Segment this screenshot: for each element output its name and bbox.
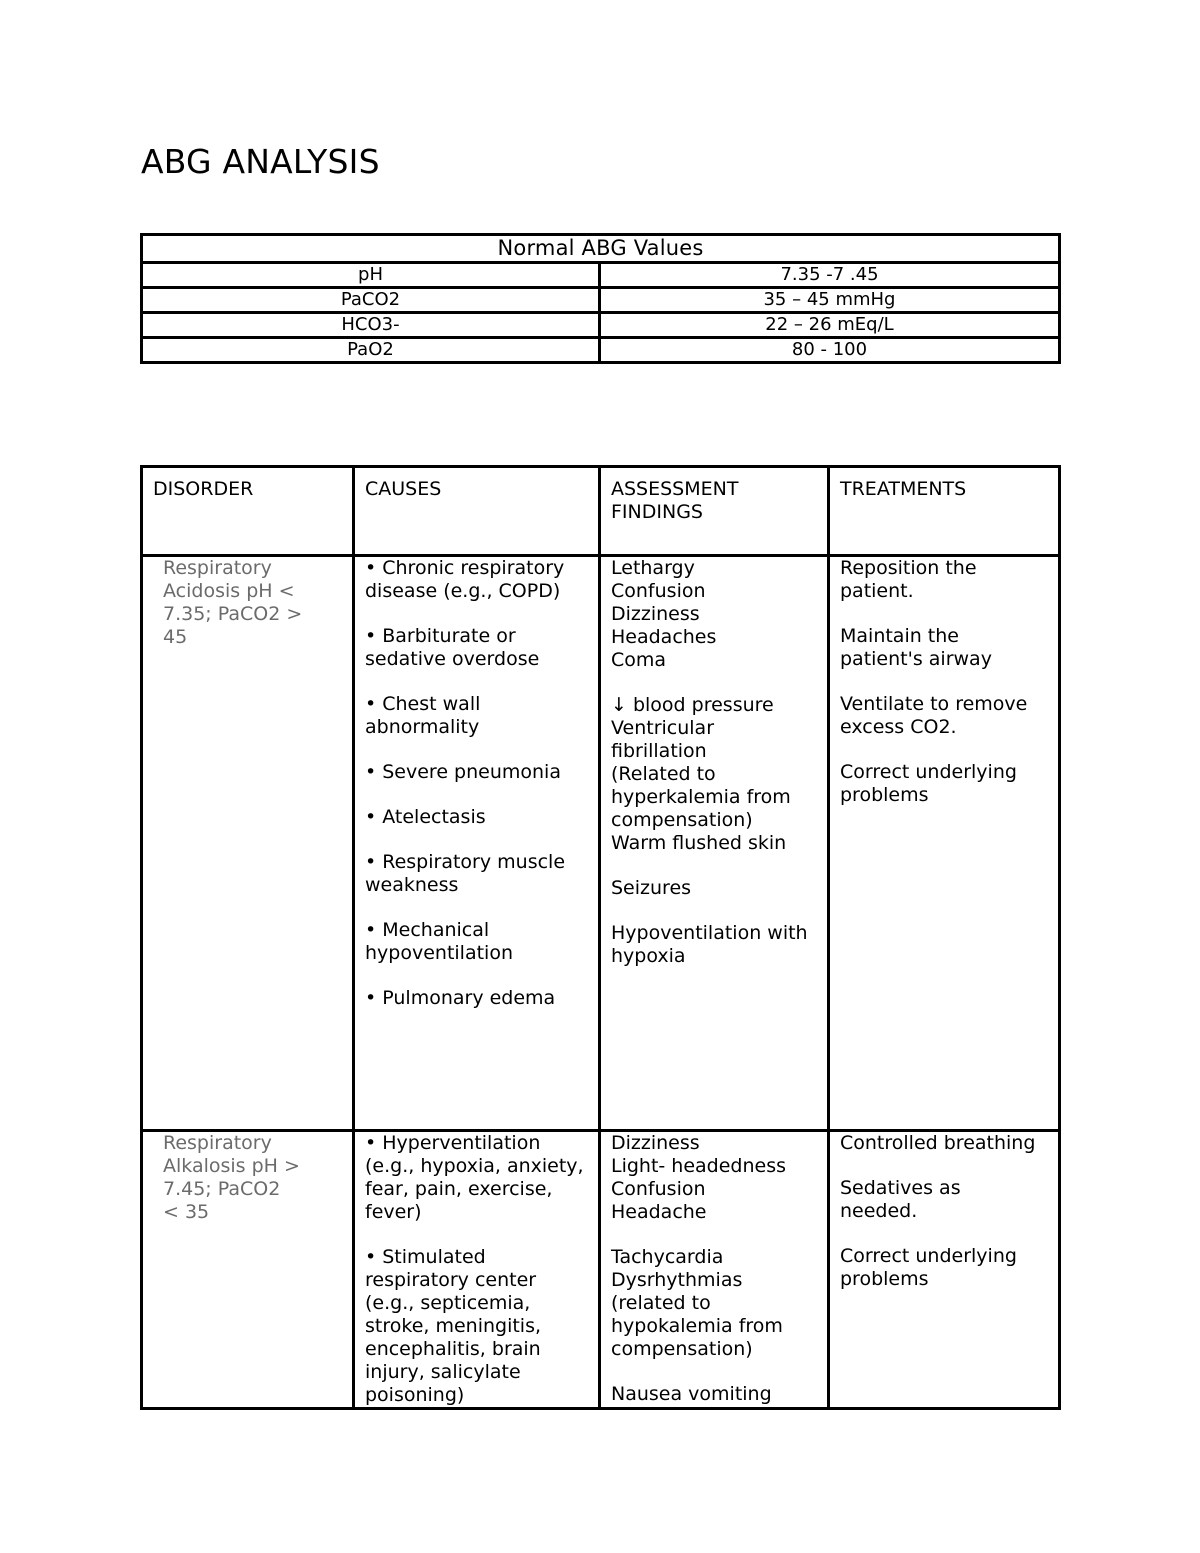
param-cell: pH (142, 263, 600, 288)
column-header: TREATMENTS (829, 467, 1060, 556)
treatment-item: Controlled breathing (840, 1132, 1036, 1154)
column-header: CAUSES (354, 467, 600, 556)
disorder-cell (142, 1131, 354, 1409)
treatment-item: Maintain the patient's airway (840, 625, 992, 670)
finding-item: Tachycardia Dysrhythmias (related to hypokalemia from compensation) (611, 1246, 783, 1360)
finding-item: Hypoventilation with hypoxia (611, 922, 808, 967)
disorders-table (140, 465, 1061, 1410)
treatment-item: Reposition the patient. (840, 557, 977, 602)
table-row (142, 556, 1060, 1131)
treatment-item: Correct underlying problems (840, 1245, 1017, 1290)
param-cell: HCO3- (142, 313, 600, 338)
treatments-cell (829, 1131, 1060, 1409)
param-cell: PaO2 (142, 338, 600, 363)
value-cell: 80 - 100 (600, 338, 1060, 363)
cause-item: • Mechanical hypoventilation (365, 919, 513, 964)
finding-item: Lethargy Confusion Dizziness Headaches Coma (611, 557, 717, 671)
table-row (142, 288, 1060, 313)
cause-item: • Hyperventilation (e.g., hypoxia, anxiety, fear, pain, exercise, fever) (365, 1132, 584, 1223)
treatment-item: Correct underlying problems (840, 761, 1017, 806)
cause-item: • Stimulated respiratory center (e.g., septicemia, stroke, meningitis, encephalitis, brain injury, salicylate poisoning) (365, 1246, 542, 1406)
table-row (142, 263, 1060, 288)
cause-item: • Atelectasis (365, 806, 486, 828)
table-header-row (142, 467, 1060, 556)
findings-cell (600, 556, 829, 1131)
disorder-name: Respiratory Alkalosis pH > 7.45; PaCO2 < 35 (163, 1132, 300, 1223)
findings-cell (600, 1131, 829, 1409)
disorder-cell (142, 556, 354, 1131)
value-cell: 22 – 26 mEq/L (600, 313, 1060, 338)
treatments-cell (829, 556, 1060, 1131)
finding-item: ↓ blood pressure Ventricular fibrillation (Related to hyperkalemia from compensation) Warm flushed skin (611, 694, 791, 854)
cause-item: • Barbiturate or sedative overdose (365, 625, 540, 670)
treatment-item: Ventilate to remove excess CO2. (840, 693, 1028, 738)
value-cell: 7.35 -7 .45 (600, 263, 1060, 288)
treatment-item: Sedatives as needed. (840, 1177, 961, 1222)
cause-item: • Chest wall abnormality (365, 693, 481, 738)
cause-item: • Severe pneumonia (365, 761, 561, 783)
cause-item: • Chronic respiratory disease (e.g., COPD) (365, 557, 565, 602)
finding-item: Nausea vomiting (611, 1383, 772, 1405)
column-header: DISORDER (142, 467, 354, 556)
disorder-name: Respiratory Acidosis pH < 7.35; PaCO2 > 45 (163, 557, 303, 648)
cause-item: • Respiratory muscle weakness (365, 851, 566, 896)
value-cell: 35 – 45 mmHg (600, 288, 1060, 313)
causes-cell (354, 1131, 600, 1409)
column-header: ASSESSMENT FINDINGS (600, 467, 829, 556)
table-row (142, 1131, 1060, 1409)
normal-values-table (140, 233, 1061, 364)
cause-item: • Pulmonary edema (365, 987, 556, 1009)
finding-item: Dizziness Light- headedness Confusion Headache (611, 1132, 787, 1223)
page-title: ABG ANALYSIS (141, 142, 380, 181)
finding-item: Seizures (611, 877, 692, 899)
param-cell: PaCO2 (142, 288, 600, 313)
table-row (142, 313, 1060, 338)
table-row (142, 338, 1060, 363)
normal-values-heading: Normal ABG Values (142, 235, 1060, 263)
causes-cell (354, 556, 600, 1131)
